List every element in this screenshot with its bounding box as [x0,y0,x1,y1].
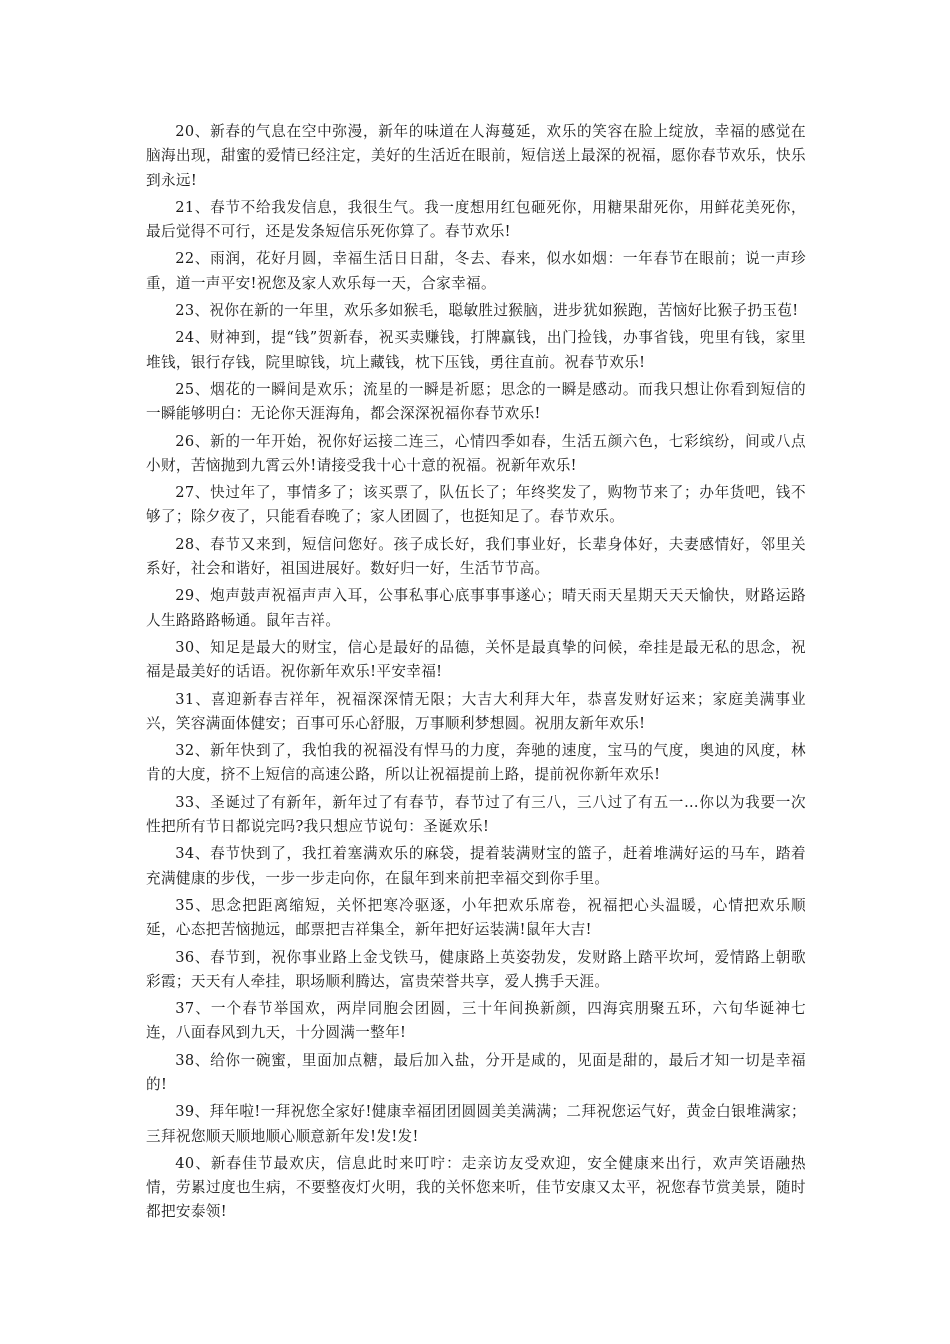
paragraph-33: 33、圣诞过了有新年，新年过了有春节，春节过了有三八，三八过了有五一…你以为我要一次性把所有节日都说完吗?我只想应节说句：圣诞欢乐! [146,793,806,836]
paragraph-30: 30、知足是最大的财宝，信心是最好的品德，关怀是最真挚的问候，牵挂是最无私的思念，祝福是最美好的话语。祝你新年欢乐!平安幸福! [146,638,806,681]
paragraph-25: 25、烟花的一瞬间是欢乐；流星的一瞬是祈愿；思念的一瞬是感动。而我只想让你看到短信的一瞬能够明白：无论你天涯海角，都会深深祝福你春节欢乐! [146,380,806,423]
paragraph-26: 26、新的一年开始，祝你好运接二连三，心情四季如春，生活五颜六色，七彩缤纷，间或八点小财，苦恼抛到九霄云外!请接受我十心十意的祝福。祝新年欢乐! [146,432,806,474]
paragraph-35: 35、思念把距离缩短，关怀把寒冷驱逐，小年把欢乐席卷，祝福把心头温暖，心情把欢乐顺延，心态把苦恼抛远，邮票把吉祥集全，新年把好运装满!鼠年大吉! [146,896,806,939]
paragraph-39: 39、拜年啦!一拜祝您全家好!健康幸福团团圆圆美美满满；二拜祝您运气好，黄金白银堆满家；三拜祝您顺天顺地顺心顺意新年发!发!发! [146,1103,806,1145]
paragraph-38: 38、给你一碗蜜，里面加点糖，最后加入盐，分开是咸的，见面是甜的，最后才知一切是幸福的! [146,1051,806,1093]
paragraph-31: 31、喜迎新春吉祥年，祝福深深情无限；大吉大利拜大年，恭喜发财好运来；家庭美满事业兴，笑容满面体健安；百事可乐心舒服，万事顺利梦想圆。祝朋友新年欢乐! [146,690,806,732]
paragraph-27: 27、快过年了，事情多了；该买票了，队伍长了；年终奖发了，购物节来了；办年货吧，钱不够了；除夕夜了，只能看春晚了；家人团圆了，也挺知足了。春节欢乐。 [146,484,806,526]
paragraph-20: 20、新春的气息在空中弥漫，新年的味道在人海蔓延，欢乐的笑容在脸上绽放，幸福的感觉在脑海出现，甜蜜的爱情已经注定，美好的生活近在眼前，短信送上最深的祝福，愿你春节欢乐，快乐到永远! [146,123,806,189]
paragraph-22: 22、雨润，花好月圆，幸福生活日日甜，冬去、春来，似水如烟：一年春节在眼前；说一声珍重，道一声平安!祝您及家人欢乐每一天，合家幸福。 [146,250,806,292]
paragraph-40: 40、新春佳节最欢庆，信息此时来叮咛：走亲访友受欢迎，安全健康来出行，欢声笑语融热情，劳累过度也生病，不要整夜灯火明，我的关怀您来听，佳节安康又太平，祝您春节赏美景，随时都把安泰领! [146,1154,806,1221]
paragraph-29: 29、炮声鼓声祝福声声入耳，公事私事心底事事事遂心；晴天雨天星期天天天愉快，财路运路人生路路路畅通。鼠年吉祥。 [146,587,806,629]
paragraph-34: 34、春节快到了，我扛着塞满欢乐的麻袋，提着装满财宝的篮子，赶着堆满好运的马车，踏着充满健康的步伐，一步一步走向你，在鼠年到来前把幸福交到你手里。 [146,845,806,887]
paragraph-32: 32、新年快到了，我怕我的祝福没有悍马的力度，奔驰的速度，宝马的气度，奥迪的风度，林肯的大度，挤不上短信的高速公路，所以让祝福提前上路，提前祝你新年欢乐! [146,742,806,784]
paragraph-24: 24、财神到，提“钱”贺新春，祝买卖赚钱，打牌赢钱，出门捡钱，办事省钱，兜里有钱，家里堆钱，银行存钱，院里晾钱，坑上藏钱，枕下压钱，勇往直前。祝春节欢乐! [146,329,806,371]
document-body [146,120,806,1228]
paragraph-37: 37、一个春节举国欢，两岸同胞会团圆，三十年间换新颜，四海宾朋聚五环，六旬华诞神七连，八面春风到九天，十分圆满一整年! [146,1000,806,1042]
paragraph-28: 28、春节又来到，短信问您好。孩子成长好，我们事业好，长辈身体好，夫妻感情好，邻里关系好，社会和谐好，祖国进展好。数好归一好，生活节节高。 [146,535,806,578]
paragraph-36: 36、春节到，祝你事业路上金戈铁马，健康路上英姿勃发，发财路上踏平坎坷，爱情路上朝歌彩霞；天天有人牵挂，职场顺利腾达，富贵荣誉共享，爱人携手天涯。 [146,948,806,990]
paragraph-23: 23、祝你在新的一年里，欢乐多如猴毛，聪敏胜过猴脑，进步犹如猴跑，苦恼好比猴子扔玉苞! [175,302,799,320]
paragraph-21: 21、春节不给我发信息，我很生气。我一度想用红包砸死你，用糖果甜死你，用鲜花美死你，最后觉得不可行，还是发条短信乐死你算了。春节欢乐! [146,198,806,241]
